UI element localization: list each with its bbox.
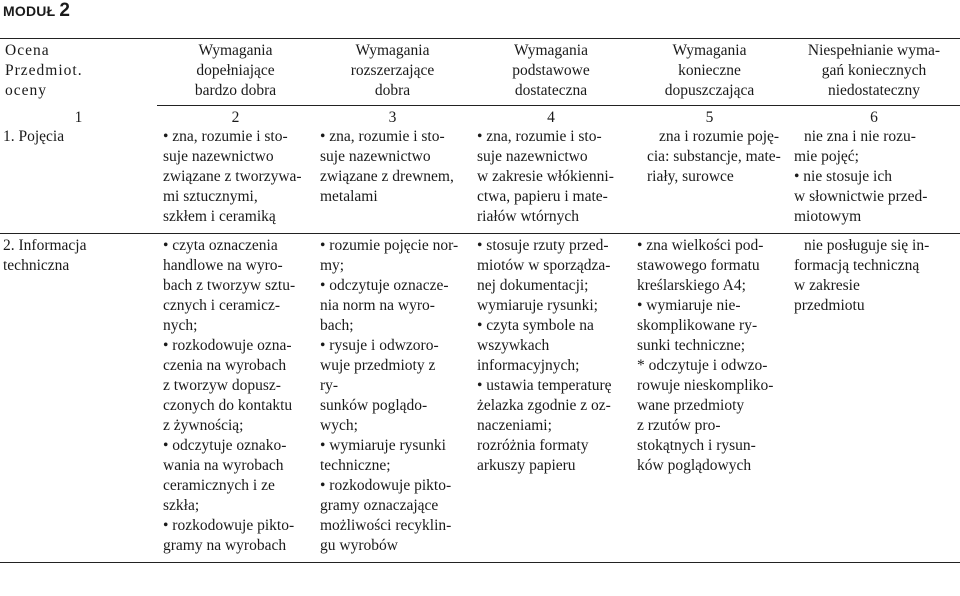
header-col-title <box>471 39 631 82</box>
text-line: konieczne <box>678 62 741 79</box>
text-line: suje nazewnictwo <box>477 148 588 165</box>
text-line: rozszerzające <box>350 62 435 79</box>
text-line: kreślarskiego A4; <box>637 277 746 294</box>
text-line: Wymagania <box>198 42 273 59</box>
text-line: przedmiotu <box>794 297 865 314</box>
text-line: oceny <box>5 82 48 99</box>
text-line: nej dokumentacji; <box>477 277 589 294</box>
column-number: 6 <box>870 109 878 126</box>
text-line: czenia na wyrobach <box>163 357 287 374</box>
text-line: ków poglądowych <box>637 457 752 474</box>
column-number: 1 <box>74 108 83 126</box>
header-title-row <box>0 39 960 82</box>
text-line: • ustawia temperaturę <box>477 377 612 394</box>
text-line: z rzutów pro- <box>637 417 721 434</box>
text-line: mi sztucznymi, <box>163 188 258 205</box>
text-line: • rysuje i odwzoro- <box>320 337 439 354</box>
text-line: nia norm na wyro- <box>320 297 435 314</box>
text-line: • zna, rozumie i sto- <box>477 128 602 145</box>
text-line: • stosuje rzuty przed- <box>477 237 609 254</box>
text-line: ry- <box>320 377 339 394</box>
text-line: wymiaruje rysunki; <box>477 297 598 314</box>
text-line: nych; <box>163 317 198 334</box>
text-line: rozróżnia formaty <box>477 437 589 454</box>
grade-label: niedostateczny <box>788 81 960 106</box>
text-line: wane przedmioty <box>637 397 745 414</box>
text-line: w słownictwie przed- <box>794 188 928 205</box>
text-line: 2. Informacja <box>3 237 87 254</box>
text-line: dopełniające <box>196 62 275 79</box>
module-title <box>3 0 70 22</box>
header-col-title <box>788 39 960 82</box>
text-line: • wymiaruje nie- <box>637 297 741 314</box>
text-line: Niespełnianie wyma- <box>807 42 941 59</box>
text-line: • rozkodowuje ozna- <box>163 337 292 354</box>
text-line: • zna, rozumie i sto- <box>163 128 288 145</box>
text-line: czonych do kontaktu <box>163 397 293 414</box>
text-line: związane z drewnem, <box>320 168 454 185</box>
row-cell <box>157 234 314 563</box>
text-line: Wymagania <box>672 42 747 59</box>
text-line: Ocena <box>5 42 50 59</box>
text-line: formacją techniczną <box>794 257 920 274</box>
text-line: mie pojęć; <box>794 148 859 165</box>
text-line: związane z tworzywa- <box>163 168 302 185</box>
text-line: cia: substancje, mate- <box>647 148 781 165</box>
grade-label: dopuszczająca <box>631 81 788 106</box>
text-line: wuje przedmioty z <box>320 357 436 374</box>
text-line: techniczne; <box>320 457 391 474</box>
text-line: sunków poglądo- <box>320 397 428 414</box>
text-line: riałów wtórnych <box>477 208 580 225</box>
text-line: w zakresie włókienni- <box>477 168 614 185</box>
text-line: wszywkach <box>477 337 550 354</box>
text-line: suje nazewnictwo <box>320 148 431 165</box>
column-number: 3 <box>388 109 397 126</box>
text-line: Wymagania <box>514 42 588 59</box>
text-line: nie zna i nie rozu- <box>804 128 916 145</box>
row-cell <box>631 127 788 234</box>
row-cell <box>157 127 314 234</box>
row-cell <box>314 127 471 234</box>
row-subject <box>0 127 157 234</box>
row-cell <box>314 234 471 563</box>
text-line: miotowym <box>794 208 862 225</box>
text-line: nie posługuje się in- <box>804 237 930 254</box>
text-line: gań koniecznych <box>821 62 927 79</box>
module-label: MODUŁ <box>3 3 56 19</box>
text-line: możliwości recyklin- <box>320 517 452 534</box>
text-line: gu wyrobów <box>320 537 398 554</box>
text-line: gramy oznaczające <box>320 497 439 514</box>
text-line: informacyjnych; <box>477 357 580 374</box>
text-line: ceramicznych i ze <box>163 477 275 494</box>
column-number-row <box>0 106 960 128</box>
grade-label: bardzo dobra <box>157 81 314 106</box>
text-line: w zakresie <box>794 277 860 294</box>
text-line: z żywnością; <box>163 417 244 434</box>
text-line: bach; <box>320 317 354 334</box>
requirements-table <box>0 38 960 563</box>
text-line: • odczytuje oznacze- <box>320 277 449 294</box>
row-cell <box>631 234 788 563</box>
column-number: 5 <box>705 109 714 126</box>
header-first-col <box>0 39 157 106</box>
text-line: szkła; <box>163 497 200 514</box>
header-col-title <box>314 39 471 82</box>
text-line: metalami <box>320 188 378 205</box>
grade-label: dostateczna <box>471 81 631 106</box>
text-line: Przedmiot. <box>5 62 83 79</box>
text-line: • nie stosuje ich <box>794 168 892 185</box>
text-line: • zna, rozumie i sto- <box>320 128 445 145</box>
text-line: stokątnych i rysun- <box>637 437 756 454</box>
row-cell <box>788 127 960 234</box>
text-line: bach z tworzyw sztu- <box>163 277 296 294</box>
text-line: suje nazewnictwo <box>163 148 274 165</box>
row-cell <box>788 234 960 563</box>
row-cell <box>471 234 631 563</box>
header-col-title <box>631 39 788 82</box>
text-line: wania na wyrobach <box>163 457 284 474</box>
text-line: riały, surowce <box>647 168 734 185</box>
text-line: • odczytuje oznako- <box>163 437 287 454</box>
text-line: • wymiaruje rysunki <box>320 437 446 454</box>
table-row <box>0 234 960 563</box>
text-line: • czyta oznaczenia <box>163 237 278 254</box>
text-line: • rozumie pojęcie nor- <box>320 237 459 254</box>
column-number: 4 <box>547 109 555 126</box>
text-line: my; <box>320 257 345 274</box>
text-line: • czyta symbole na <box>477 317 594 334</box>
row-cell <box>471 127 631 234</box>
text-line: miotów w sporządza- <box>477 257 611 274</box>
text-line: arkuszy papieru <box>477 457 576 474</box>
text-line: z tworzyw dopusz- <box>163 377 281 394</box>
text-line: rowuje nieskompliko- <box>637 377 774 394</box>
text-line: ctwa, papieru i mate- <box>477 188 608 205</box>
text-line: • rozkodowuje pikto- <box>163 517 295 534</box>
text-line: * odczytuje i odwzo- <box>637 357 768 374</box>
row-subject <box>0 234 157 563</box>
text-line: handlowe na wyro- <box>163 257 283 274</box>
text-line: skomplikowane ry- <box>637 317 758 334</box>
text-line: stawowego formatu <box>637 257 760 274</box>
column-number: 2 <box>231 109 240 126</box>
text-line: naczeniami; <box>477 417 552 434</box>
text-line: • rozkodowuje pikto- <box>320 477 452 494</box>
header-col-title <box>157 39 314 82</box>
text-line: żelazka zgodnie z oz- <box>477 397 611 414</box>
text-line: wych; <box>320 417 358 434</box>
text-line: • zna wielkości pod- <box>637 237 764 254</box>
text-line: cznych i ceramicz- <box>163 297 281 314</box>
text-line: zna i rozumie poję- <box>659 128 780 145</box>
text-line: 1. Pojęcia <box>3 128 65 145</box>
text-line: sunki techniczne; <box>637 337 746 354</box>
text-line: podstawowe <box>512 62 590 79</box>
grade-label: dobra <box>314 81 471 106</box>
table-row <box>0 127 960 234</box>
text-line: gramy na wyrobach <box>163 537 287 554</box>
text-line: Wymagania <box>355 42 430 59</box>
module-number: 2 <box>59 0 71 21</box>
text-line: techniczna <box>3 257 70 274</box>
text-line: szkłem i ceramiką <box>163 208 276 225</box>
